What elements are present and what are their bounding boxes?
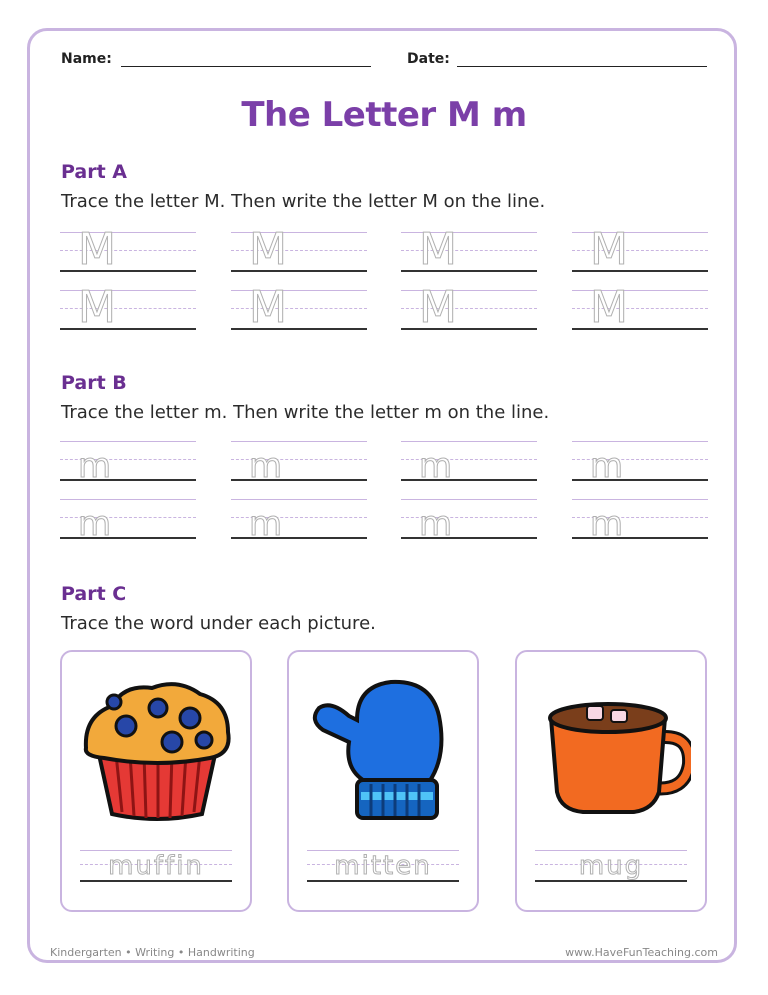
part-a-trace-box[interactable] [401,282,537,333]
part-b-trace-letter: m [78,504,114,544]
date-label: Date: [407,51,450,67]
part-c-instruction: Trace the word under each picture. [61,613,376,634]
part-a-trace-letter: M [590,282,630,333]
part-b-trace-letter: m [419,446,455,486]
part-a-trace-box[interactable] [231,282,367,333]
footer-tags: Kindergarten • Writing • Handwriting [50,946,255,959]
part-a-trace-letter: M [78,224,118,275]
part-b-trace-letter: m [249,446,285,486]
part-b-trace-box[interactable] [401,499,537,544]
part-a-trace-box[interactable] [60,282,196,333]
part-a-trace-box[interactable] [231,224,367,275]
part-b-instruction: Trace the letter m. Then write the letter m on the line. [61,402,550,423]
part-b-trace-box[interactable] [60,441,196,486]
part-b-trace-box[interactable] [231,499,367,544]
part-a-trace-box[interactable] [401,224,537,275]
mug-trace-word: mug [578,851,644,881]
part-b-trace-letter: m [249,504,285,544]
part-a-trace-letter: M [419,282,459,333]
part-a-title: Part A [61,161,128,183]
muffin-card [60,650,252,912]
part-b-trace-letter: m [590,504,626,544]
footer-website[interactable]: www.HaveFunTeaching.com [565,946,718,959]
part-a-trace-box[interactable] [572,282,708,333]
part-b-trace-box[interactable] [60,499,196,544]
part-a-trace-letter: M [419,224,459,275]
part-b-trace-letter: m [419,504,455,544]
name-label: Name: [61,51,112,67]
part-b-title: Part B [61,372,127,394]
part-a-trace-box[interactable] [60,224,196,275]
worksheet-title: The Letter M m [241,95,527,135]
part-a-trace-letter: M [249,224,289,275]
part-a-trace-letter: M [590,224,630,275]
part-c-title: Part C [61,583,127,605]
mitten-trace-word: mitten [334,851,432,881]
part-a-trace-letter: M [78,282,118,333]
part-a-trace-letter: M [249,282,289,333]
part-a-trace-box[interactable] [572,224,708,275]
mitten-picture [305,672,463,832]
part-b-trace-box[interactable] [572,441,708,486]
name-line[interactable] [121,66,371,67]
part-b-trace-box[interactable] [231,441,367,486]
part-b-trace-letter: m [590,446,626,486]
part-b-trace-box[interactable] [401,441,537,486]
mug-picture [533,672,691,832]
date-line[interactable] [457,66,707,67]
mug-trace-line[interactable] [535,850,687,886]
muffin-trace-word: muffin [108,851,204,881]
muffin-trace-line[interactable] [80,850,232,886]
muffin-picture [78,672,236,832]
part-b-trace-letter: m [78,446,114,486]
mug-card [515,650,707,912]
part-a-instruction: Trace the letter M. Then write the letter M on the line. [61,191,546,212]
mitten-card [287,650,479,912]
mitten-trace-line[interactable] [307,850,459,886]
part-b-trace-box[interactable] [572,499,708,544]
